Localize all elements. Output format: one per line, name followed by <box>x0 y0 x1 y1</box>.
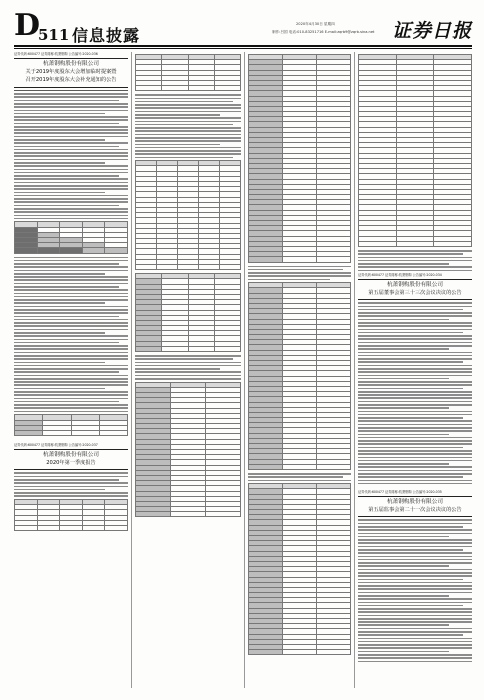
issue-date: 2020年4月30日 星期四 <box>296 22 335 26</box>
article-headline: 第五届董事会第三十三次会议决议的公告 <box>368 289 462 296</box>
column-3 <box>248 52 351 692</box>
column-divider <box>131 52 132 688</box>
column-divider <box>354 52 355 688</box>
masthead-rule-thin <box>14 48 472 49</box>
page-letter: D <box>14 8 41 43</box>
data-table <box>14 499 128 531</box>
column-2 <box>135 52 241 692</box>
headline-block <box>358 279 472 300</box>
data-table <box>135 54 241 91</box>
page-number: 511 <box>38 26 70 44</box>
masthead-rule <box>14 45 472 47</box>
body-text <box>135 355 241 380</box>
editor-contact: 制作:吕国 电话:010-83251716 E-mail:zqrb9@zqrb.sina.net <box>272 30 375 34</box>
article-headline: 第五届监事会第二十一次会议决议的公告 <box>368 507 462 514</box>
data-table <box>135 160 241 270</box>
section-title: 信息披露 <box>72 26 141 45</box>
stock-meta: 证券代码:600477 证券简称:杭萧钢构 公告编号:2020-034 <box>358 272 442 277</box>
headline-block <box>14 58 128 88</box>
company-name: 杭萧钢构股份有限公司 <box>43 452 99 459</box>
article-headline: 关于2019年度股东大会增加临时提案暨 <box>25 69 117 75</box>
data-table <box>135 273 241 352</box>
body-text <box>14 90 128 220</box>
company-name: 杭萧钢构股份有限公司 <box>387 281 443 288</box>
stock-meta: 证券代码:600477 证券简称:杭萧钢构 公告编号:2020-035 <box>358 490 442 495</box>
data-table <box>248 483 351 655</box>
data-table <box>248 54 351 263</box>
column-divider <box>244 52 245 688</box>
company-name: 杭萧钢构股份有限公司 <box>387 499 443 506</box>
data-table <box>248 282 351 470</box>
newspaper-brand: 证券日报 <box>391 20 472 42</box>
body-text <box>135 94 241 158</box>
body-text <box>248 266 351 281</box>
stock-meta: 证券代码:600477 证券简称:杭萧钢构 公告编号:2020-036 <box>14 52 98 56</box>
data-table <box>14 414 128 436</box>
masthead <box>14 8 472 45</box>
data-table <box>135 382 241 518</box>
headline-block <box>14 449 128 470</box>
body-text <box>248 473 351 481</box>
body-text <box>358 302 472 484</box>
data-table <box>14 221 128 253</box>
data-table <box>358 54 472 247</box>
body-text <box>14 472 128 497</box>
stock-meta: 证券代码:600477 证券简称:杭萧钢构 公告编号:2020-037 <box>14 443 98 448</box>
body-text <box>14 257 128 413</box>
company-name: 杭萧钢构股份有限公司 <box>43 61 99 67</box>
article-headline: 召开2019年度股东大会补充通知的公告 <box>25 77 117 84</box>
body-text <box>358 250 472 271</box>
body-text <box>358 519 472 662</box>
column-4 <box>358 52 472 692</box>
article-headline: 2020年第一季度报告 <box>46 460 96 467</box>
column-1 <box>14 52 128 692</box>
headline-block <box>358 496 472 517</box>
